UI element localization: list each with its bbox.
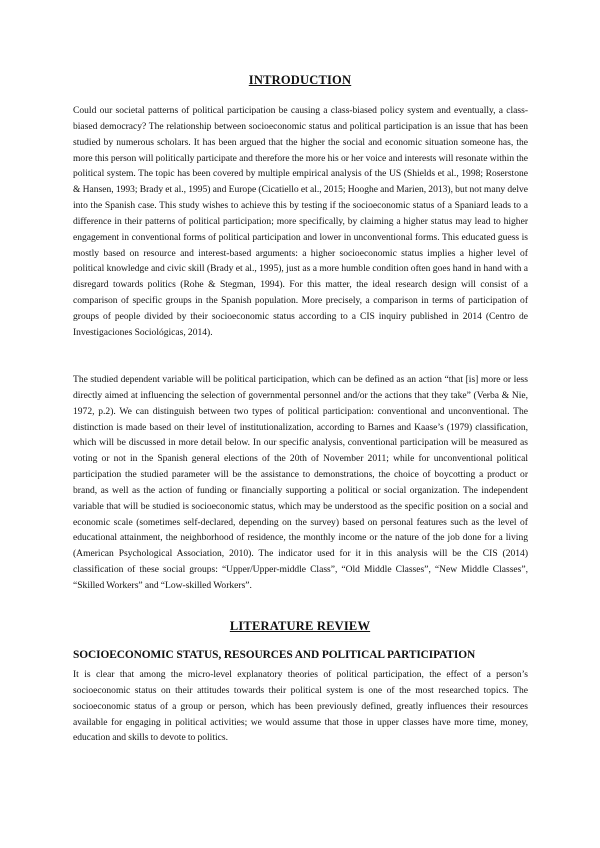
introduction-heading: INTRODUCTION <box>248 73 352 87</box>
introduction-paragraph-1: Could our societal patterns of political participation be causing a class-biased policy system and eventually, a class-biased democracy? The relationship between socioeconomic status and political participation is an issue that has been studied by numerous scholars. It has been argued that the higher the social and economic situation someone has, the more this person will politically participate and therefore the more his or her voice and interests will resonate within the political system. The topic has been covered by multiple empirical analysis of the US (Shields et al., 1998; Roserstone & Hansen, 1993; Brady et al., 1995) and Europe (Cicatiello et al., 2015; Hooghe and Marien, 2013), but not many delve into the Spanish case. This study wishes to achieve this by testing if the socioeconomic status of a Spaniard leads to a difference in their patterns of political participation; more specifically, by claiming a higher status may lead to higher engagement in conventional forms of political participation and lower in unconventional forms. This educated guess is mostly based on resource and interest-based arguments: a higher socioeconomic status implies a higher level of political knowledge and civic skill (Brady et al., 1995), just as a more humble condition often goes hand in hand with a disregard towards politics (Rohe & Stegman, 1994). For this matter, the ideal research design will consist of a comparison of specific groups in the Spanish population. More precisely, a comparison in terms of participation of groups of people divided by their socioeconomic status according to a CIS inquiry published in 2014 (Centro de Investigaciones Sociológicas, 2014). <box>73 105 528 338</box>
literature-review-paragraph: It is clear that among the micro-level explanatory theories of political participation, the effect of a person’s socioeconomic status on their attitudes towards their political system is one of the most researched topics. The socioeconomic status of a group or person, which has been previously defined, greatly influences their resources available for engaging in political activities; we would assume that those in upper classes have more time, money, education and skills to devote to politics. <box>73 669 528 744</box>
section-subheading: SOCIOECONOMIC STATUS, RESOURCES AND POLITICAL PARTICIPATION <box>73 649 476 661</box>
literature-review-heading: LITERATURE REVIEW <box>229 619 371 633</box>
introduction-paragraph-2: The studied dependent variable will be political participation, which can be defined as an action “that [is] more or less directly aimed at influencing the selection of governmental personnel and/or the actions that they take” (Verba & Nie, 1972, p.2). We can distinguish between two types of political participation: conventional and unconventional. The distinction is made based on their level of institutionalization, according to Barnes and Kaase’s (1979) classification, which will be discussed in more detail below. In our specific analysis, conventional participation will be measured as voting or not in the Spanish general elections of the 20th of November 2011; while for unconventional political participation the studied parameter will be the assistance to demonstrations, the choice of boycotting a product or brand, as well as the action of funding or financially supporting a political or social organization. The independent variable that will be studied is socioeconomic status, which may be understood as the specific position on a social and economic scale (sometimes self-declared, depending on the survey) based on personal features such as the level of educational attainment, the neighborhood of residence, the monthly income or the nature of the job done for a living (American Psychological Association, 2010). The indicator used for it in this analysis will be the CIS (2014) classification of these social groups: “Upper/Upper-middle Class”, “Old Middle Classes”, “New Middle Classes”, “Skilled Workers” and “Low-skilled Workers”. <box>73 374 528 591</box>
